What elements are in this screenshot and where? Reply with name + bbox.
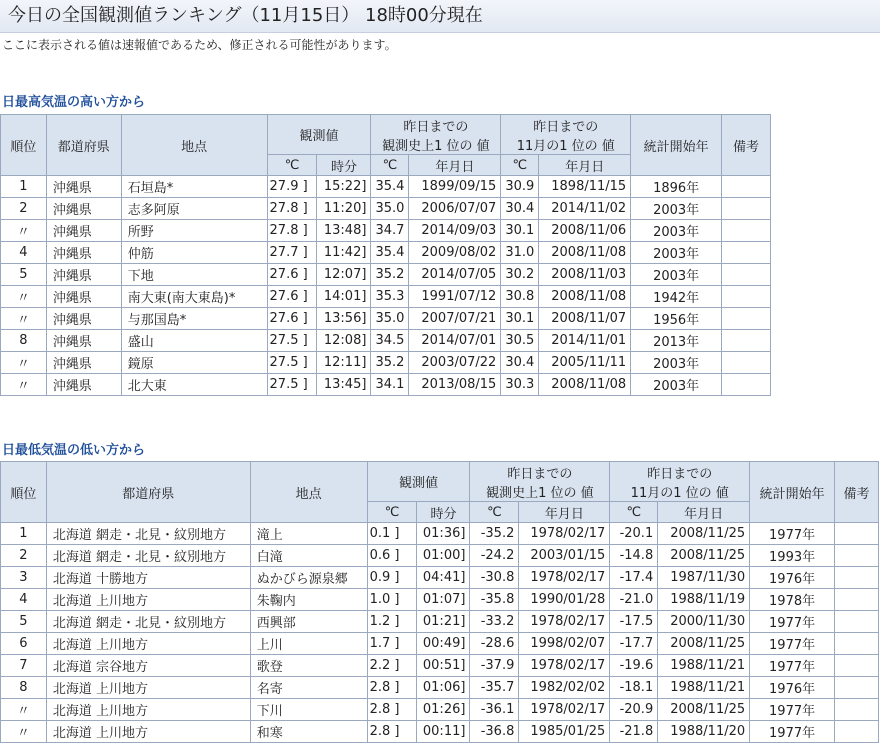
- table-row: [1, 374, 771, 396]
- observed-value-cell: 27.6 ]: [267, 264, 317, 286]
- month-date-cell: 1988/11/21: [658, 655, 750, 677]
- record-deg-cell: -37.9: [470, 655, 519, 677]
- observed-value-cell: 27.5 ]: [267, 330, 317, 352]
- record-date-cell: 1998/02/07: [519, 633, 610, 655]
- station-cell: 志多阿原: [121, 198, 267, 220]
- header-record-month: [501, 115, 631, 155]
- month-date-cell: 2000/11/30: [658, 611, 750, 633]
- month-deg-cell: 30.8: [501, 286, 539, 308]
- record-date-cell: 1899/09/15: [409, 176, 501, 198]
- start-year-cell: 1977年: [750, 633, 835, 655]
- high-temp-table: [0, 114, 771, 396]
- rank-cell: 4: [1, 589, 47, 611]
- record-date-cell: 2006/07/07: [409, 198, 501, 220]
- rank-cell: 〃: [1, 308, 47, 330]
- start-year-cell: 2003年: [631, 198, 722, 220]
- record-date-cell: 1985/01/25: [519, 721, 610, 743]
- record-date-cell: 2003/07/22: [409, 352, 501, 374]
- table-row: [1, 677, 879, 699]
- record-deg-cell: 35.3: [371, 286, 409, 308]
- remark-cell: [722, 264, 771, 286]
- start-year-cell: 2003年: [631, 352, 722, 374]
- rank-cell: 8: [1, 677, 47, 699]
- rank-cell: 7: [1, 655, 47, 677]
- observed-value-cell: 1.7 ]: [367, 633, 417, 655]
- remark-cell: [835, 655, 879, 677]
- prefecture-cell: 沖縄県: [46, 352, 121, 374]
- header-remarks: 備考: [722, 115, 771, 176]
- start-year-cell: 1956年: [631, 308, 722, 330]
- start-year-cell: 1942年: [631, 286, 722, 308]
- remark-cell: [722, 198, 771, 220]
- month-date-cell: 1988/11/20: [658, 721, 750, 743]
- subheader-deg: ℃: [470, 502, 519, 523]
- observed-time-cell: 01:26]: [417, 699, 470, 721]
- observed-value-cell: 27.7 ]: [267, 242, 317, 264]
- prefecture-cell: 沖縄県: [46, 330, 121, 352]
- page-title: 今日の全国観測値ランキング（11月15日） 18時00分現在: [0, 0, 880, 33]
- rank-cell: 4: [1, 242, 47, 264]
- record-date-cell: 2009/08/02: [409, 242, 501, 264]
- remark-cell: [722, 374, 771, 396]
- header-record-all-line2: 観測史上1 位の 値: [382, 138, 490, 154]
- month-deg-cell: 30.4: [501, 352, 539, 374]
- header-record-all: [371, 115, 501, 155]
- prefecture-cell: 沖縄県: [46, 308, 121, 330]
- month-deg-cell: -19.6: [610, 655, 658, 677]
- month-date-cell: 2008/11/03: [539, 264, 631, 286]
- observed-time-cell: 01:06]: [417, 677, 470, 699]
- month-deg-cell: -21.8: [610, 721, 658, 743]
- subheader-date: 年月日: [658, 502, 750, 523]
- header-record-all-line1: 昨日までの: [403, 119, 469, 135]
- header-record-month: [610, 462, 750, 502]
- record-deg-cell: 35.2: [371, 264, 409, 286]
- record-date-cell: 1978/02/17: [519, 523, 610, 545]
- observed-time-cell: 01:21]: [417, 611, 470, 633]
- month-date-cell: 2008/11/07: [539, 308, 631, 330]
- observed-time-cell: 12:11]: [317, 352, 371, 374]
- month-date-cell: 2008/11/25: [658, 699, 750, 721]
- remark-cell: [835, 721, 879, 743]
- table-row: [1, 220, 771, 242]
- high-temp-section-title: 日最高気温の高い方から: [2, 95, 146, 110]
- remark-cell: [722, 330, 771, 352]
- record-date-cell: 1978/02/17: [519, 699, 610, 721]
- subheader-deg: ℃: [501, 155, 539, 176]
- prefecture-cell: 北海道 網走・北見・紋別地方: [46, 523, 250, 545]
- month-deg-cell: 30.9: [501, 176, 539, 198]
- start-year-cell: 1896年: [631, 176, 722, 198]
- remark-cell: [722, 220, 771, 242]
- record-deg-cell: -24.2: [470, 545, 519, 567]
- observed-time-cell: 01:00]: [417, 545, 470, 567]
- month-deg-cell: 30.3: [501, 374, 539, 396]
- remark-cell: [722, 286, 771, 308]
- station-cell: 西興部: [250, 611, 367, 633]
- disclaimer-note: ここに表示される値は速報値であるため、修正される可能性があります。: [2, 38, 397, 52]
- record-deg-cell: -30.8: [470, 567, 519, 589]
- subheader-deg: ℃: [267, 155, 317, 176]
- station-cell: 下地: [121, 264, 267, 286]
- table-row: [1, 523, 879, 545]
- month-date-cell: 2008/11/08: [539, 374, 631, 396]
- observed-value-cell: 27.9 ]: [267, 176, 317, 198]
- station-cell: 名寄: [250, 677, 367, 699]
- observed-value-cell: 27.5 ]: [267, 352, 317, 374]
- subheader-deg: ℃: [610, 502, 658, 523]
- station-cell: 盛山: [121, 330, 267, 352]
- record-deg-cell: 35.2: [371, 352, 409, 374]
- observed-time-cell: 13:48]: [317, 220, 371, 242]
- rank-cell: 6: [1, 633, 47, 655]
- remark-cell: [835, 677, 879, 699]
- rank-cell: 2: [1, 545, 47, 567]
- rank-cell: 5: [1, 611, 47, 633]
- prefecture-cell: 沖縄県: [46, 264, 121, 286]
- month-deg-cell: -17.4: [610, 567, 658, 589]
- observed-value-cell: 27.6 ]: [267, 286, 317, 308]
- table-row: [1, 633, 879, 655]
- observed-time-cell: 13:45]: [317, 374, 371, 396]
- observed-time-cell: 15:22]: [317, 176, 371, 198]
- table-row: [1, 198, 771, 220]
- station-cell: 南大東(南大東島)*: [121, 286, 267, 308]
- observed-value-cell: 2.8 ]: [367, 721, 417, 743]
- record-date-cell: 2013/08/15: [409, 374, 501, 396]
- observed-value-cell: 27.5 ]: [267, 374, 317, 396]
- remark-cell: [722, 352, 771, 374]
- subheader-deg: ℃: [371, 155, 409, 176]
- header-prefecture: 都道府県: [46, 115, 121, 176]
- prefecture-cell: 北海道 宗谷地方: [46, 655, 250, 677]
- month-deg-cell: 30.2: [501, 264, 539, 286]
- station-cell: 仲筋: [121, 242, 267, 264]
- station-cell: 白滝: [250, 545, 367, 567]
- rank-cell: 〃: [1, 699, 47, 721]
- start-year-cell: 1993年: [750, 545, 835, 567]
- station-cell: 歌登: [250, 655, 367, 677]
- header-record-all: [470, 462, 610, 502]
- rank-cell: 〃: [1, 286, 47, 308]
- low-temp-table: [0, 461, 879, 743]
- record-deg-cell: -35.2: [470, 523, 519, 545]
- prefecture-cell: 北海道 網走・北見・紋別地方: [46, 611, 250, 633]
- month-deg-cell: 30.5: [501, 330, 539, 352]
- rank-cell: 〃: [1, 220, 47, 242]
- table-row: [1, 352, 771, 374]
- header-record-month-line1: 昨日までの: [647, 466, 713, 482]
- month-date-cell: 1898/11/15: [539, 176, 631, 198]
- table-row: [1, 655, 879, 677]
- record-deg-cell: 34.7: [371, 220, 409, 242]
- remark-cell: [722, 242, 771, 264]
- station-cell: 朱鞠内: [250, 589, 367, 611]
- observed-time-cell: 01:36]: [417, 523, 470, 545]
- station-cell: 上川: [250, 633, 367, 655]
- month-date-cell: 1987/11/30: [658, 567, 750, 589]
- observed-value-cell: 0.1 ]: [367, 523, 417, 545]
- table-row: [1, 545, 879, 567]
- record-date-cell: 1982/02/02: [519, 677, 610, 699]
- observed-time-cell: 00:11]: [417, 721, 470, 743]
- station-cell: 和寒: [250, 721, 367, 743]
- record-deg-cell: -35.7: [470, 677, 519, 699]
- observed-time-cell: 00:51]: [417, 655, 470, 677]
- record-deg-cell: 35.4: [371, 176, 409, 198]
- month-deg-cell: -17.5: [610, 611, 658, 633]
- table-row: [1, 699, 879, 721]
- rank-cell: 〃: [1, 352, 47, 374]
- station-cell: 北大東: [121, 374, 267, 396]
- subheader-time: 時分: [317, 155, 371, 176]
- station-cell: 与那国島*: [121, 308, 267, 330]
- header-observed: 観測値: [267, 115, 371, 155]
- table-row: [1, 176, 771, 198]
- observed-time-cell: 14:01]: [317, 286, 371, 308]
- rank-cell: 8: [1, 330, 47, 352]
- table-row: [1, 308, 771, 330]
- month-date-cell: 2008/11/25: [658, 633, 750, 655]
- prefecture-cell: 北海道 上川地方: [46, 589, 250, 611]
- start-year-cell: 1977年: [750, 611, 835, 633]
- record-date-cell: 2014/09/03: [409, 220, 501, 242]
- record-deg-cell: 35.4: [371, 242, 409, 264]
- header-rank: 順位: [1, 462, 47, 523]
- station-cell: 鏡原: [121, 352, 267, 374]
- observed-value-cell: 0.6 ]: [367, 545, 417, 567]
- record-date-cell: 2014/07/05: [409, 264, 501, 286]
- table-row: [1, 286, 771, 308]
- header-record-month-line1: 昨日までの: [533, 119, 599, 135]
- remark-cell: [835, 545, 879, 567]
- record-date-cell: 1978/02/17: [519, 611, 610, 633]
- record-deg-cell: -33.2: [470, 611, 519, 633]
- observed-value-cell: 2.8 ]: [367, 699, 417, 721]
- start-year-cell: 2003年: [631, 220, 722, 242]
- subheader-date: 年月日: [409, 155, 501, 176]
- header-record-all-line1: 昨日までの: [507, 466, 573, 482]
- rank-cell: 2: [1, 198, 47, 220]
- subheader-date: 年月日: [519, 502, 610, 523]
- observed-value-cell: 27.8 ]: [267, 198, 317, 220]
- subheader-date: 年月日: [539, 155, 631, 176]
- prefecture-cell: 沖縄県: [46, 220, 121, 242]
- observed-time-cell: 13:56]: [317, 308, 371, 330]
- observed-time-cell: 12:08]: [317, 330, 371, 352]
- record-deg-cell: 34.1: [371, 374, 409, 396]
- header-remarks: 備考: [835, 462, 879, 523]
- station-cell: 石垣島*: [121, 176, 267, 198]
- month-deg-cell: -20.1: [610, 523, 658, 545]
- table-row: [1, 721, 879, 743]
- table-row: [1, 611, 879, 633]
- month-date-cell: 2008/11/08: [539, 242, 631, 264]
- month-date-cell: 2005/11/11: [539, 352, 631, 374]
- record-deg-cell: -35.8: [470, 589, 519, 611]
- header-start-year: 統計開始年: [631, 115, 722, 176]
- observed-value-cell: 0.9 ]: [367, 567, 417, 589]
- month-deg-cell: -18.1: [610, 677, 658, 699]
- remark-cell: [722, 308, 771, 330]
- month-date-cell: 2008/11/06: [539, 220, 631, 242]
- observed-value-cell: 1.0 ]: [367, 589, 417, 611]
- month-date-cell: 2014/11/01: [539, 330, 631, 352]
- prefecture-cell: 沖縄県: [46, 242, 121, 264]
- month-deg-cell: 30.1: [501, 308, 539, 330]
- record-date-cell: 1990/01/28: [519, 589, 610, 611]
- month-deg-cell: -14.8: [610, 545, 658, 567]
- low-temp-section-title: 日最低気温の低い方から: [2, 443, 146, 458]
- remark-cell: [722, 176, 771, 198]
- record-date-cell: 1978/02/17: [519, 567, 610, 589]
- record-deg-cell: 34.5: [371, 330, 409, 352]
- remark-cell: [835, 589, 879, 611]
- start-year-cell: 2003年: [631, 264, 722, 286]
- observed-time-cell: 00:49]: [417, 633, 470, 655]
- header-record-month-line2: 11月の1 位の 値: [516, 138, 615, 154]
- month-date-cell: 2008/11/08: [539, 286, 631, 308]
- observed-time-cell: 12:07]: [317, 264, 371, 286]
- table-row: [1, 567, 879, 589]
- month-date-cell: 2014/11/02: [539, 198, 631, 220]
- observed-time-cell: 04:41]: [417, 567, 470, 589]
- month-deg-cell: -17.7: [610, 633, 658, 655]
- rank-cell: 〃: [1, 374, 47, 396]
- remark-cell: [835, 567, 879, 589]
- start-year-cell: 2013年: [631, 330, 722, 352]
- observed-time-cell: 11:20]: [317, 198, 371, 220]
- start-year-cell: 2003年: [631, 242, 722, 264]
- observed-value-cell: 27.6 ]: [267, 308, 317, 330]
- prefecture-cell: 北海道 網走・北見・紋別地方: [46, 545, 250, 567]
- rank-cell: 1: [1, 523, 47, 545]
- record-deg-cell: 35.0: [371, 308, 409, 330]
- month-deg-cell: 31.0: [501, 242, 539, 264]
- table-row: [1, 264, 771, 286]
- observed-value-cell: 2.8 ]: [367, 677, 417, 699]
- prefecture-cell: 沖縄県: [46, 286, 121, 308]
- rank-cell: 1: [1, 176, 47, 198]
- month-date-cell: 2008/11/25: [658, 523, 750, 545]
- prefecture-cell: 沖縄県: [46, 198, 121, 220]
- table-row: [1, 242, 771, 264]
- header-start-year: 統計開始年: [750, 462, 835, 523]
- observed-time-cell: 01:07]: [417, 589, 470, 611]
- remark-cell: [835, 699, 879, 721]
- month-deg-cell: 30.1: [501, 220, 539, 242]
- prefecture-cell: 北海道 上川地方: [46, 633, 250, 655]
- header-observed: 観測値: [367, 462, 470, 502]
- prefecture-cell: 北海道 十勝地方: [46, 567, 250, 589]
- subheader-deg: ℃: [367, 502, 417, 523]
- record-deg-cell: -36.1: [470, 699, 519, 721]
- start-year-cell: 1977年: [750, 523, 835, 545]
- start-year-cell: 1976年: [750, 677, 835, 699]
- table-row: [1, 589, 879, 611]
- month-date-cell: 1988/11/19: [658, 589, 750, 611]
- header-station: 地点: [250, 462, 367, 523]
- remark-cell: [835, 611, 879, 633]
- record-date-cell: 2007/07/21: [409, 308, 501, 330]
- start-year-cell: 1977年: [750, 699, 835, 721]
- observed-value-cell: 1.2 ]: [367, 611, 417, 633]
- table-row: [1, 330, 771, 352]
- station-cell: 所野: [121, 220, 267, 242]
- prefecture-cell: 北海道 上川地方: [46, 699, 250, 721]
- observed-time-cell: 11:42]: [317, 242, 371, 264]
- month-date-cell: 1988/11/21: [658, 677, 750, 699]
- header-prefecture: 都道府県: [46, 462, 250, 523]
- start-year-cell: 1977年: [750, 721, 835, 743]
- prefecture-cell: 北海道 上川地方: [46, 721, 250, 743]
- record-deg-cell: 35.0: [371, 198, 409, 220]
- station-cell: 下川: [250, 699, 367, 721]
- station-cell: ぬかびら源泉郷: [250, 567, 367, 589]
- start-year-cell: 1978年: [750, 589, 835, 611]
- observed-value-cell: 27.8 ]: [267, 220, 317, 242]
- header-station: 地点: [121, 115, 267, 176]
- rank-cell: 5: [1, 264, 47, 286]
- start-year-cell: 1976年: [750, 567, 835, 589]
- month-date-cell: 2008/11/25: [658, 545, 750, 567]
- start-year-cell: 1977年: [750, 655, 835, 677]
- header-record-month-line2: 11月の1 位の 値: [630, 485, 729, 501]
- record-date-cell: 1991/07/12: [409, 286, 501, 308]
- record-date-cell: 2003/01/15: [519, 545, 610, 567]
- month-deg-cell: -20.9: [610, 699, 658, 721]
- record-deg-cell: -36.8: [470, 721, 519, 743]
- station-cell: 滝上: [250, 523, 367, 545]
- month-deg-cell: -21.0: [610, 589, 658, 611]
- start-year-cell: 2003年: [631, 374, 722, 396]
- subheader-time: 時分: [417, 502, 470, 523]
- observed-value-cell: 2.2 ]: [367, 655, 417, 677]
- remark-cell: [835, 633, 879, 655]
- header-record-all-line2: 観測史上1 位の 値: [486, 485, 594, 501]
- rank-cell: 3: [1, 567, 47, 589]
- record-deg-cell: -28.6: [470, 633, 519, 655]
- record-date-cell: 1978/02/17: [519, 655, 610, 677]
- remark-cell: [835, 523, 879, 545]
- prefecture-cell: 北海道 上川地方: [46, 677, 250, 699]
- prefecture-cell: 沖縄県: [46, 374, 121, 396]
- record-date-cell: 2014/07/01: [409, 330, 501, 352]
- rank-cell: 〃: [1, 721, 47, 743]
- month-deg-cell: 30.4: [501, 198, 539, 220]
- prefecture-cell: 沖縄県: [46, 176, 121, 198]
- header-rank: 順位: [1, 115, 47, 176]
